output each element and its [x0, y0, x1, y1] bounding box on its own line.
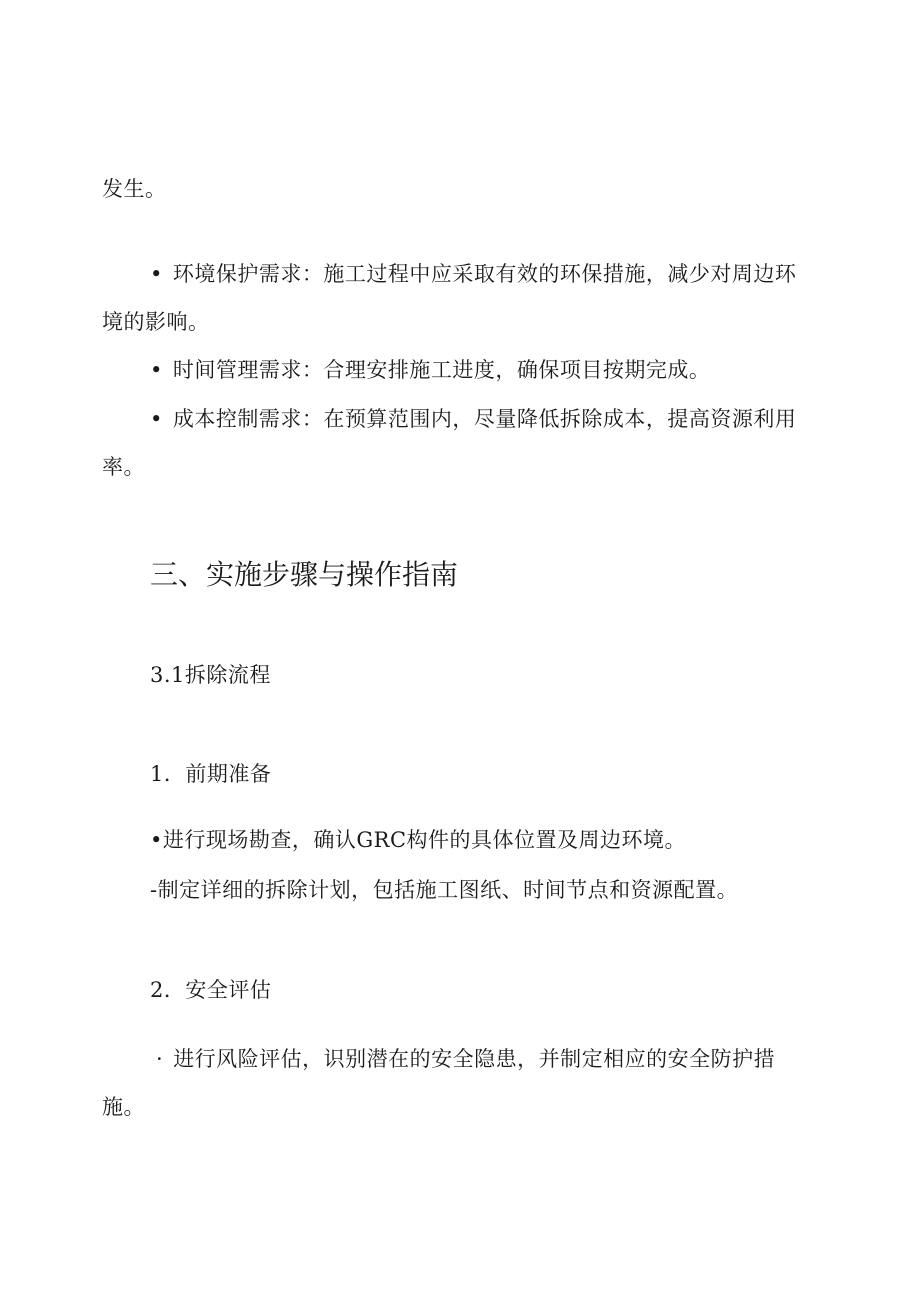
step-item-risk-line2: 施。 — [102, 1095, 145, 1119]
requirement-time — [150, 356, 710, 384]
section-heading: 三、实施步骤与操作指南 — [150, 558, 459, 591]
requirement-environment — [150, 260, 796, 288]
requirement-cost — [150, 405, 796, 433]
bullet-icon: • — [150, 407, 163, 431]
requirement-time-line1: 时间管理需求：合理安排施工进度，确保项目按期完成。 — [172, 358, 711, 382]
step-item-risk — [156, 1045, 775, 1073]
bullet-icon: • — [150, 358, 163, 382]
requirement-environment-line1: 环境保护需求：施工过程中应采取有效的环保措施，减少对周边环 — [172, 262, 797, 286]
step-item-plan: -制定详细的拆除计划，包括施工图纸、时间节点和资源配置。 — [150, 878, 739, 902]
bullet-icon: · — [156, 1047, 164, 1071]
subsection-title: 3.1拆除流程 — [150, 663, 271, 687]
requirement-cost-line2: 率。 — [102, 455, 145, 479]
continuation-text: 发生。 — [102, 177, 167, 201]
step-title-safety: 2．安全评估 — [150, 978, 272, 1002]
step-item-risk-line1: 进行风险评估，识别潜在的安全隐患，并制定相应的安全防护措 — [173, 1047, 776, 1071]
bullet-icon: • — [150, 262, 163, 286]
step-title-preparation: 1．前期准备 — [150, 762, 272, 786]
requirement-cost-line1: 成本控制需求：在预算范围内，尽量降低拆除成本，提高资源利用 — [172, 407, 797, 431]
requirement-environment-line2: 境的影响。 — [102, 310, 210, 334]
step-item-survey: •进行现场勘查，确认GRC构件的具体位置及周边环境。 — [150, 828, 687, 852]
